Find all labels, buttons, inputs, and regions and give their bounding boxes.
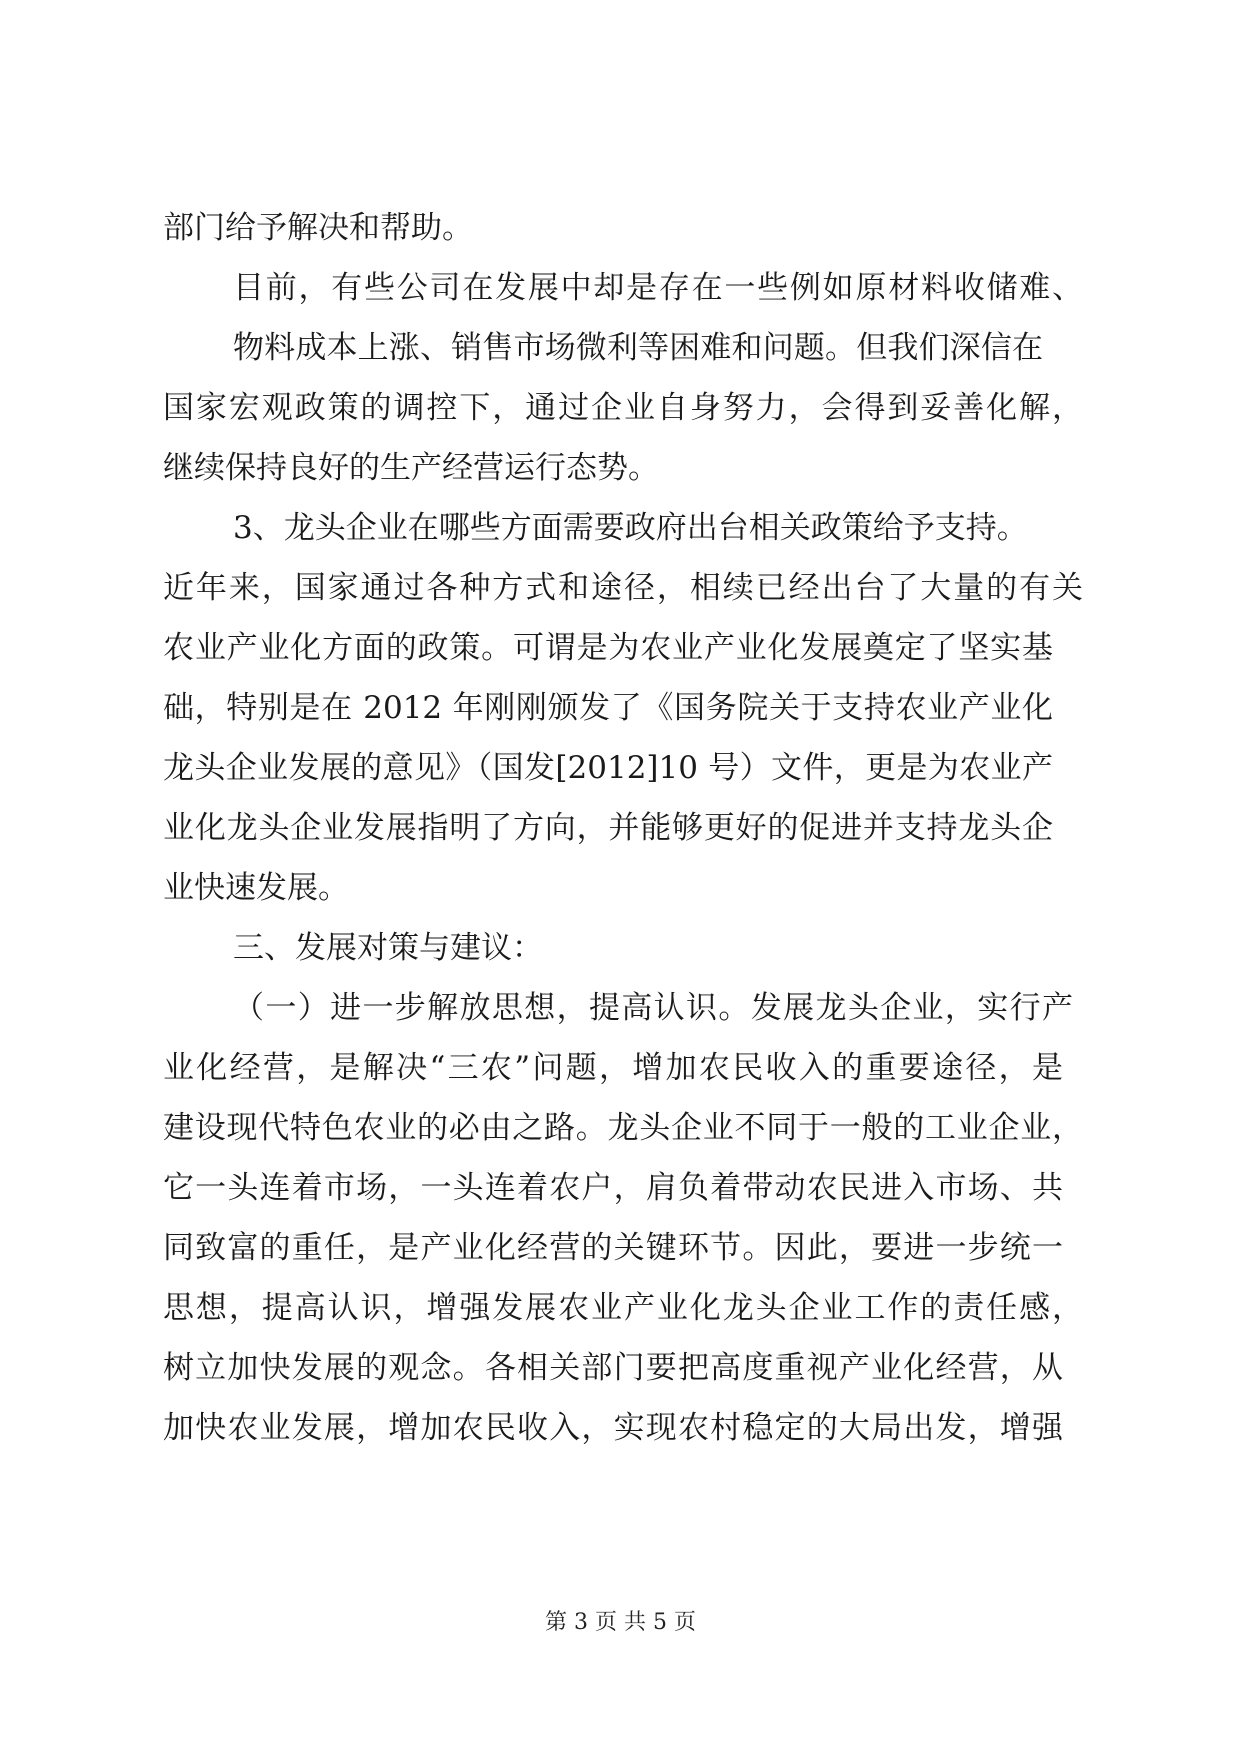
section-heading: 三、发展对策与建议： — [233, 930, 543, 966]
page-footer: 第 3 页 共 5 页 — [545, 1610, 696, 1635]
text-line: 近年来，国家通过各种方式和途径，相续已经出台了大量的有关 — [163, 570, 1083, 606]
text-line: 3、龙头企业在哪些方面需要政府出台相关政策给予支持。 — [233, 510, 1028, 546]
text-line: 树立加快发展的观念。各相关部门要把高度重视产业化经营，从 — [163, 1350, 1063, 1386]
text-line: （一）进一步解放思想，提高认识。发展龙头企业，实行产 — [233, 990, 1073, 1026]
text-line: 础，特别是在 2012 年刚刚颁发了《国务院关于支持农业产业化 — [163, 690, 1053, 726]
text-line: 农业产业化方面的政策。可谓是为农业产业化发展奠定了坚实基 — [163, 630, 1053, 666]
text-line: 业化龙头企业发展指明了方向，并能够更好的促进并支持龙头企 — [163, 810, 1053, 846]
text-line: 思想，提高认识，增强发展农业产业化龙头企业工作的责任感， — [163, 1290, 1083, 1326]
text-line: 同致富的重任，是产业化经营的关键环节。因此，要进一步统一 — [163, 1230, 1063, 1266]
text-line: 它一头连着市场，一头连着农户，肩负着带动农民进入市场、共 — [163, 1170, 1063, 1206]
text-line: 部门给予解决和帮助。 — [163, 210, 473, 246]
text-line: 加快农业发展，增加农民收入，实现农村稳定的大局出发，增强 — [163, 1410, 1063, 1446]
text-line: 继续保持良好的生产经营运行态势。 — [163, 450, 659, 486]
text-line: 国家宏观政策的调控下，通过企业自身努力，会得到妥善化解， — [163, 390, 1083, 426]
text-line: 龙头企业发展的意见》（国发[2012]10 号）文件，更是为农业产 — [163, 750, 1053, 786]
text-line: 建设现代特色农业的必由之路。龙头企业不同于一般的工业企业， — [163, 1110, 1083, 1146]
text-line: 物料成本上涨、销售市场微利等困难和问题。但我们深信在 — [233, 330, 1043, 366]
text-line: 业化经营，是解决“三农”问题，增加农民收入的重要途径，是 — [163, 1050, 1063, 1086]
text-line: 业快速发展。 — [163, 870, 349, 906]
text-line: 目前，有些公司在发展中却是存在一些例如原材料收储难、 — [233, 270, 1083, 306]
